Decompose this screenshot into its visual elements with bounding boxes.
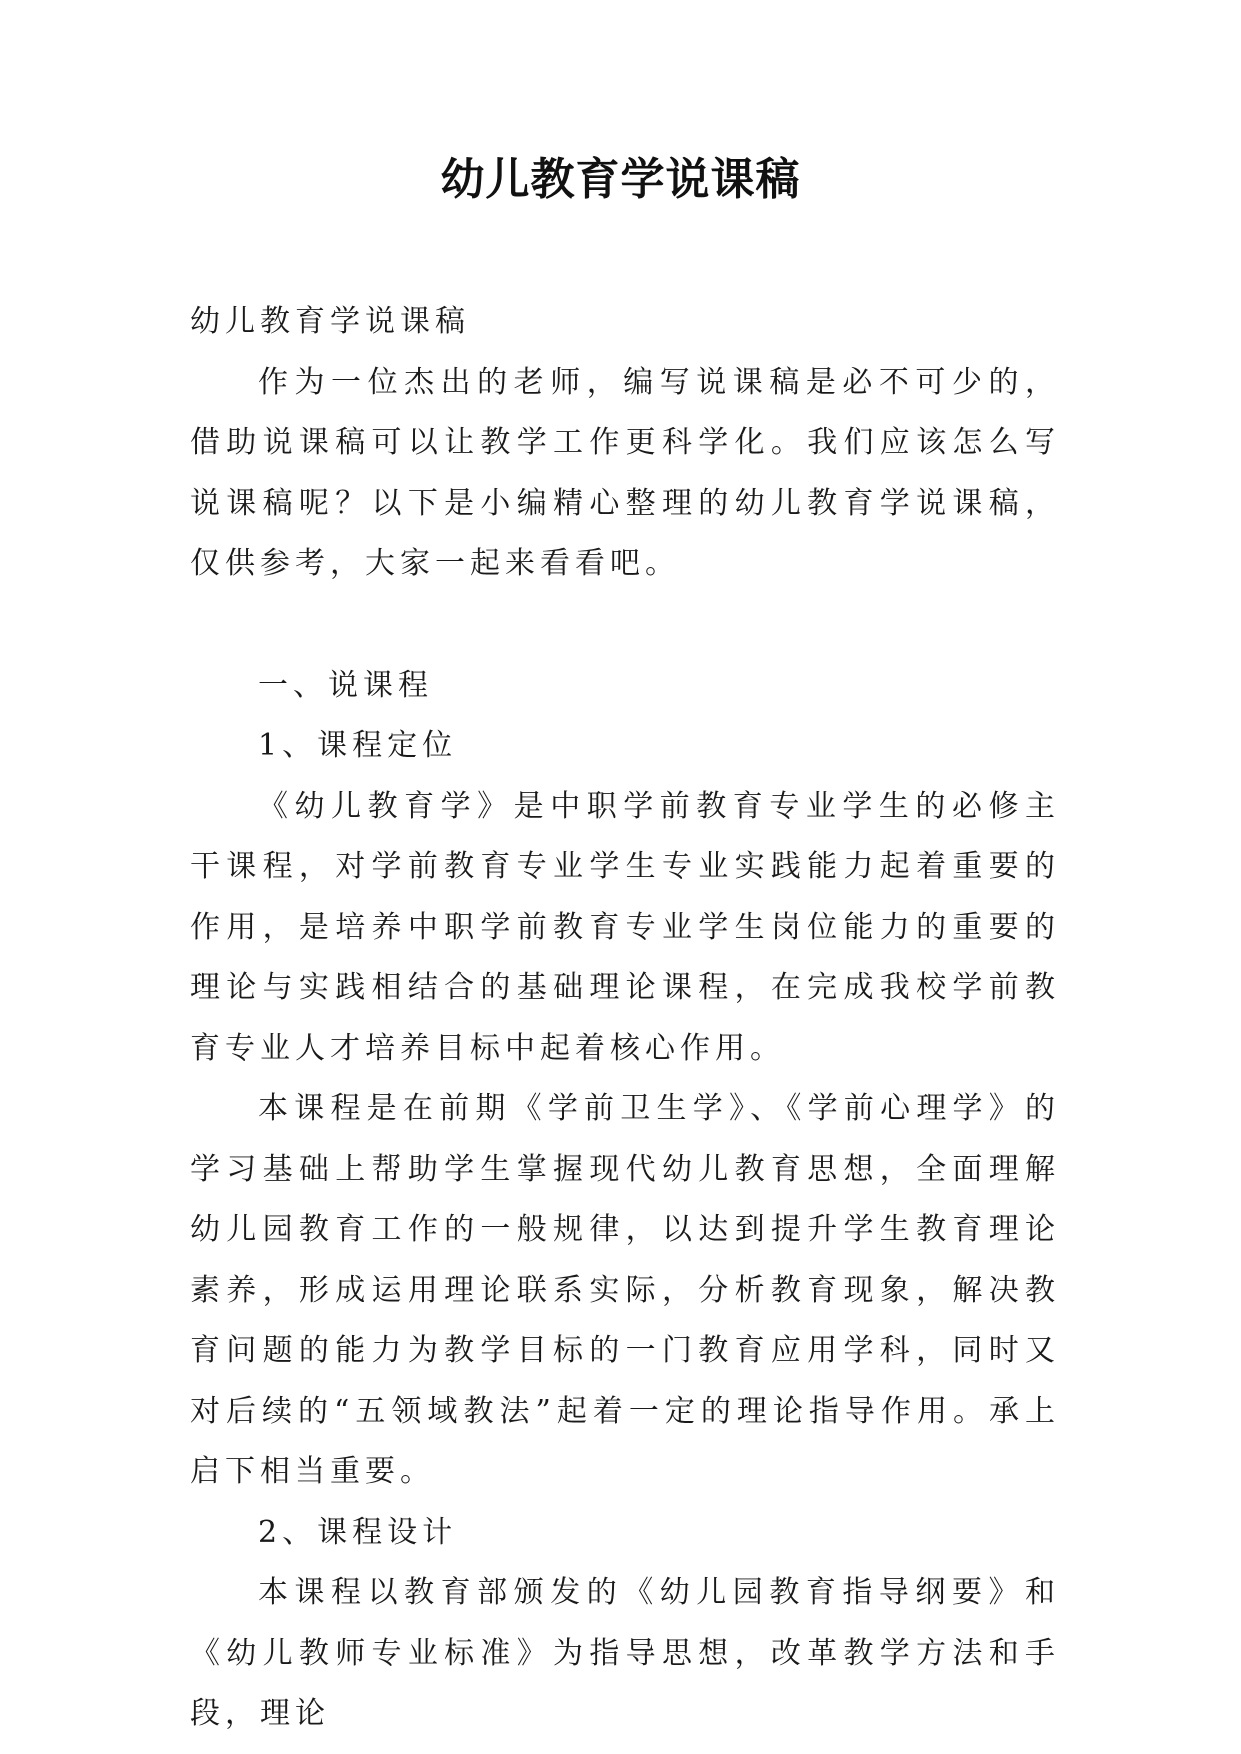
course-positioning-paragraph-1: 《幼儿教育学》是中职学前教育专业学生的必修主干课程，对学前教育专业学生专业实践能力起着重要的作用，是培养中职学前教育专业学生岗位能力的重要的理论与实践相结合的基础理论课程，在完成我校学前教育专业人才培养目标中起着核心作用。 bbox=[190, 788, 1060, 1066]
subtitle-line: 幼儿教育学说课稿 bbox=[190, 304, 470, 339]
paragraph-spacer bbox=[190, 595, 1060, 656]
document-body bbox=[190, 292, 1060, 1745]
subsection-heading-2: 2、课程设计 bbox=[258, 1514, 458, 1550]
course-positioning-paragraph-2: 本课程是在前期《学前卫生学》、《学前心理学》的学习基础上帮助学生掌握现代幼儿教育思想，全面理解幼儿园教育工作的一般规律，以达到提升学生教育理论素养，形成运用理论联系实际，分析教育现象，解决教育问题的能力为教学目标的一门教育应用学科，同时又对后续的“五领域教法”起着一定的理论指导作用。承上启下相当重要。 bbox=[190, 1091, 1060, 1489]
document-title: 幼儿教育学说课稿 bbox=[440, 154, 801, 205]
intro-paragraph: 作为一位杰出的老师，编写说课稿是必不可少的，借助说课稿可以让教学工作更科学化。我们应该怎么写说课稿呢？以下是小编精心整理的幼儿教育学说课稿，仅供参考，大家一起来看看吧。 bbox=[190, 364, 1060, 581]
course-design-paragraph: 本课程以教育部颁发的《幼儿园教育指导纲要》和《幼儿教师专业标准》为指导思想，改革教学方法和手段，理论 bbox=[190, 1575, 1060, 1731]
section-heading-1: 一、说课程 bbox=[258, 667, 433, 703]
subsection-heading-1: 1、课程定位 bbox=[258, 728, 458, 763]
